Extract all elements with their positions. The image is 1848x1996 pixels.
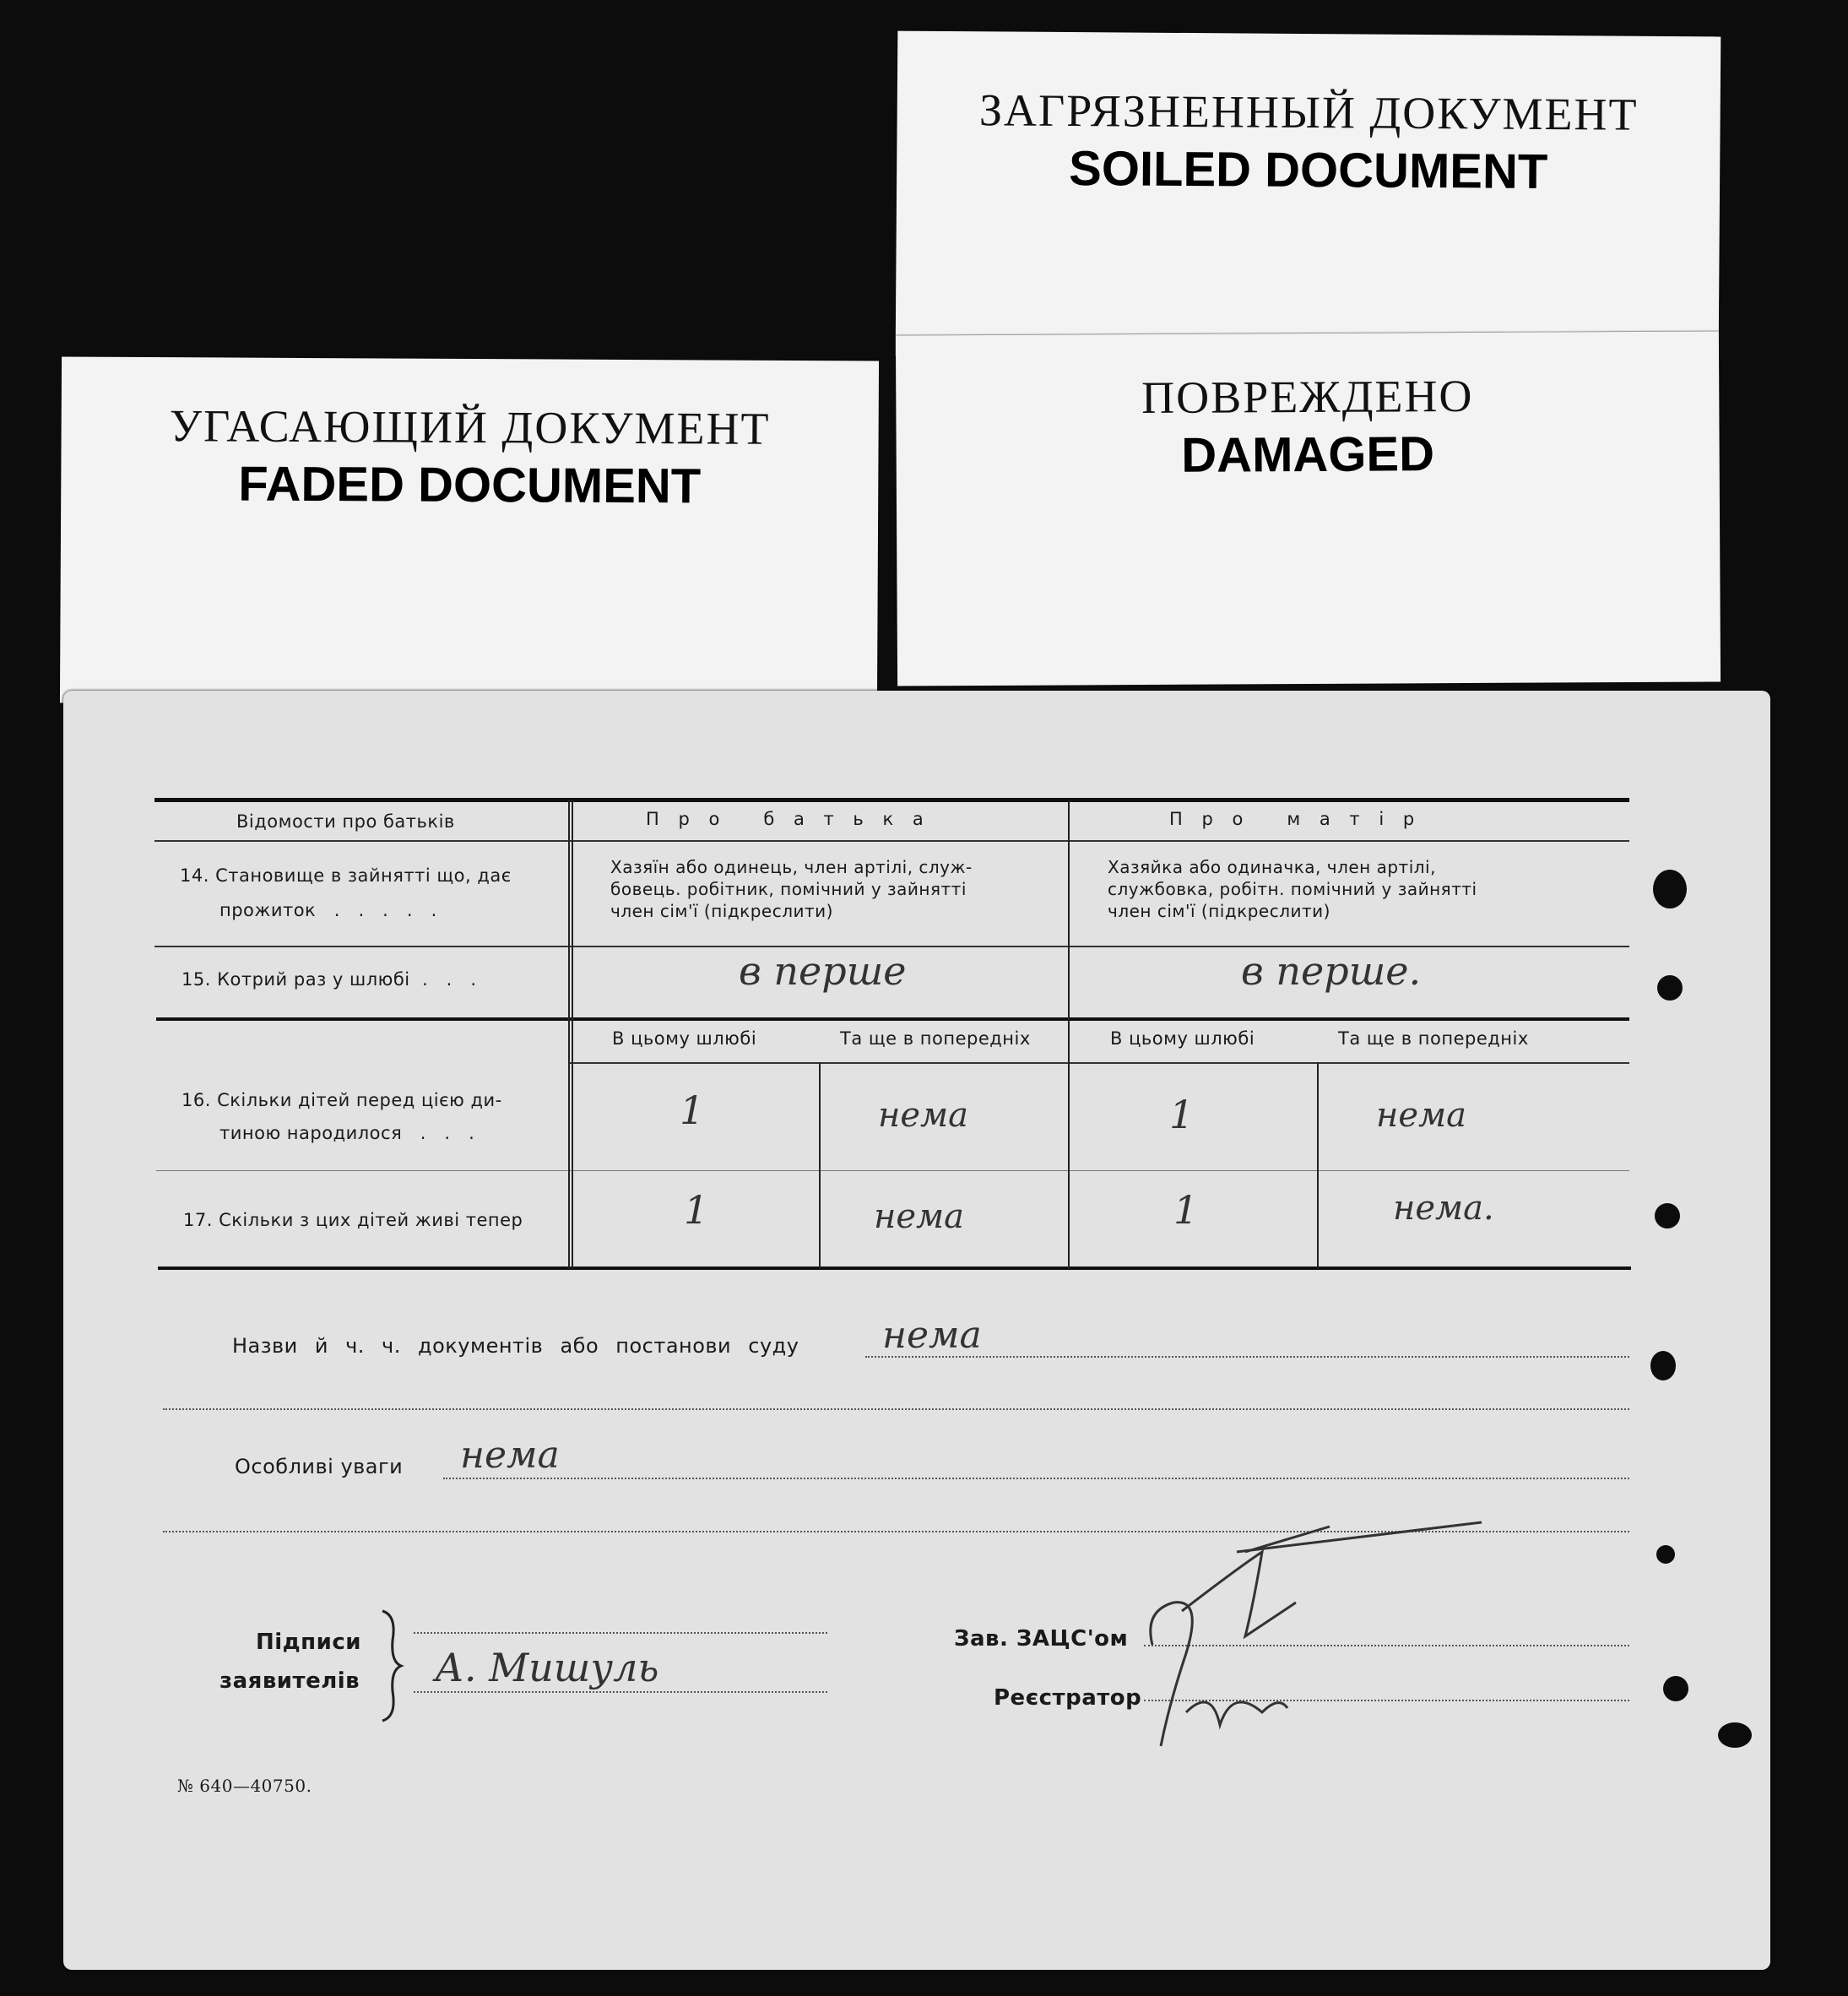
row15-father-value: в перше [739, 948, 907, 994]
soiled-document-stamp [896, 31, 1721, 362]
table-bottom-rule [158, 1266, 1631, 1270]
row14-mother-1: Хазяйка або одиначка, член артілі, [1108, 857, 1436, 877]
row14-father-3: член сім'ї (підкреслити) [610, 901, 833, 921]
row17-mother-prev: нема. [1393, 1189, 1494, 1228]
col-divider-1b [572, 800, 573, 1269]
row17-father-prev: нема [874, 1197, 965, 1236]
remarks-dotted-line [443, 1478, 1629, 1479]
form-number: № 640—40750. [177, 1776, 312, 1796]
soiled-stamp-ru: ЗАГРЯЗНЕННЫЙ ДОКУМЕНТ [978, 84, 1639, 140]
row16-mother-this: 1 [1169, 1092, 1195, 1137]
damaged-stamp-en: DAMAGED [1181, 426, 1435, 483]
punch-hole-5 [1656, 1545, 1675, 1564]
row16-label-1: 16. Скільки дітей перед цією ди- [182, 1090, 502, 1110]
subheader-father-this: В цьому шлюбі [612, 1028, 757, 1049]
subheader-rule [570, 1062, 1629, 1064]
applicant-line-2 [414, 1691, 827, 1693]
subheader-mother-prev: Та ще в попередніх [1338, 1028, 1529, 1049]
damaged-stamp-ru: ПОВРЕЖДЕНО [1141, 370, 1474, 424]
row16-father-this: 1 [680, 1087, 705, 1133]
documents-label: Назви й ч. ч. документів або постанови суду [232, 1334, 799, 1358]
applicant-line-1 [414, 1632, 827, 1634]
subheader-father-prev: Та ще в попередніх [840, 1028, 1031, 1049]
soiled-stamp-en: SOILED DOCUMENT [1068, 141, 1548, 199]
row17-mother-this: 1 [1173, 1187, 1199, 1233]
registrar-label: Реєстратор [994, 1685, 1142, 1711]
col-divider-mother [1317, 1062, 1319, 1269]
registration-form [63, 691, 1770, 1970]
header-father: П р о б а т ь к а [646, 809, 930, 829]
subheader-mother-this: В цьому шлюбі [1110, 1028, 1255, 1049]
faded-stamp-en: FADED DOCUMENT [238, 456, 702, 514]
row14-father-2: бовець. робітник, помічний у зайнятті [610, 879, 967, 899]
row14-label-1: 14. Становище в зайнятті що, дає [180, 865, 512, 886]
col-divider-2 [1068, 800, 1070, 1269]
row16-father-prev: нема [878, 1096, 969, 1135]
punch-hole-2 [1657, 975, 1683, 1001]
row14-label-2: прожиток . . . . . [219, 900, 437, 920]
row14-mother-2: службовка, робітн. помічний у зайнятті [1108, 879, 1477, 899]
header-rule [154, 840, 1629, 842]
head-label: Зав. ЗАЦС'ом [954, 1626, 1129, 1652]
punch-hole-3 [1655, 1203, 1680, 1229]
remarks-value: нема [460, 1434, 560, 1477]
row15-label: 15. Котрий раз у шлюбі . . . [182, 969, 477, 990]
row15-rule [156, 1017, 1629, 1021]
header-mother: П р о м а т і р [1169, 809, 1422, 829]
col-divider-1 [568, 800, 570, 1269]
row17-label: 17. Скільки з цих дітей живі тепер [183, 1210, 523, 1230]
documents-value: нема [882, 1314, 982, 1357]
punch-hole-7 [1718, 1722, 1752, 1748]
faded-stamp-ru: УГАСАЮЩИЙ ДОКУМЕНТ [169, 400, 771, 454]
row14-father-1: Хазяїн або одинець, член артілі, служ- [610, 857, 973, 877]
remarks-label: Особливі уваги [235, 1455, 404, 1478]
row16-label-2: тиною народилося . . . [219, 1123, 475, 1143]
row17-father-this: 1 [684, 1187, 709, 1233]
documents-dotted-line [865, 1356, 1629, 1358]
table-top-rule [154, 798, 1629, 802]
row14-mother-3: член сім'ї (підкреслити) [1108, 901, 1330, 921]
documents-dotted-line-2 [163, 1408, 1629, 1410]
faded-document-stamp [60, 356, 879, 707]
brace-icon [376, 1607, 409, 1725]
col-divider-father [819, 1062, 821, 1269]
applicants-label-1: Підписи [256, 1630, 361, 1655]
damaged-document-stamp [896, 331, 1721, 686]
official-signature-icon [1135, 1518, 1541, 1763]
header-parents-info: Відомости про батьків [236, 811, 455, 832]
applicant-signature: А. Мишуль [435, 1645, 659, 1690]
applicants-label-2: заявителів [219, 1668, 360, 1694]
row16-mother-prev: нема [1376, 1096, 1467, 1135]
punch-hole-4 [1650, 1351, 1676, 1380]
row15-mother-value: в перше. [1241, 948, 1422, 994]
row14-rule [154, 946, 1629, 947]
row16-rule [156, 1170, 1629, 1171]
punch-hole-1 [1653, 870, 1687, 909]
punch-hole-6 [1663, 1676, 1688, 1701]
